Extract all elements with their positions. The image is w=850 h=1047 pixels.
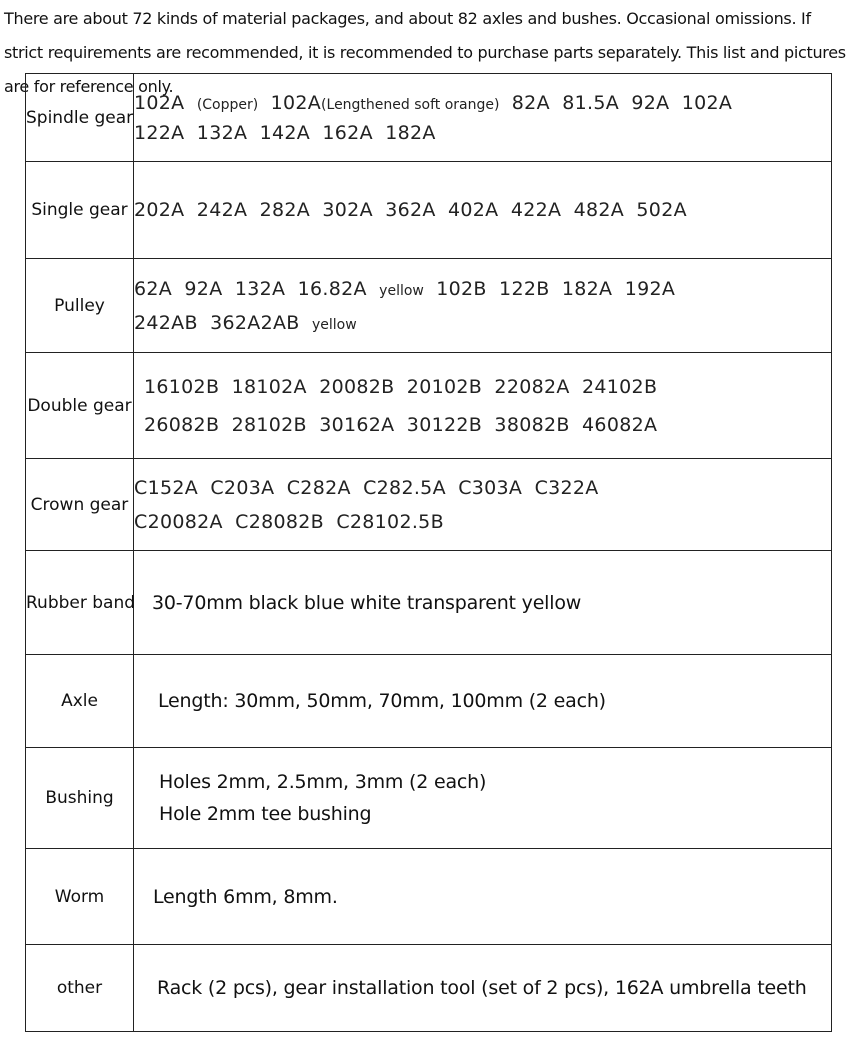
value-line: C152A C203A C282A C282.5A C303A C322A (134, 476, 599, 499)
value-line: 122A 132A 142A 162A 182A (134, 121, 436, 144)
value-line: 202A 242A 282A 302A 362A 402A 422A 482A 502A (134, 199, 687, 221)
value-line: Length 6mm, 8mm. (153, 885, 338, 908)
value-line: Hole 2mm tee bushing (159, 803, 372, 825)
value-line: C20082A C28082B C28102.5B (134, 510, 444, 533)
value-line: Rack (2 pcs), gear installation tool (set of 2 pcs), 162A umbrella teeth (157, 977, 807, 999)
row-label: Single gear (26, 162, 134, 259)
intro-text: There are about 72 kinds of material packages, and about 82 axles and bushes. Occasional omissions. If strict requirements are recommended, it is recommended to purchase parts separately. This list and pictures are for reference only. (4, 9, 846, 96)
parts-table (25, 73, 832, 1032)
value-line: 16102B 18102A 20082B 20102B 22082A 24102B (144, 375, 658, 398)
table-row (26, 849, 832, 945)
row-value (134, 74, 832, 162)
row-label: Worm (26, 849, 134, 945)
value-line: Holes 2mm, 2.5mm, 3mm (2 each) (159, 771, 487, 793)
row-label: Pulley (26, 259, 134, 353)
value-line: 242AB 362A2AB yellow (134, 311, 357, 334)
row-value (134, 162, 832, 259)
table-row (26, 748, 832, 849)
table-row (26, 945, 832, 1032)
row-value (134, 655, 832, 748)
value-line: Length: 30mm, 50mm, 70mm, 100mm (2 each) (158, 690, 606, 712)
table-row (26, 551, 832, 655)
row-value (134, 459, 832, 551)
row-value (134, 259, 832, 353)
table-row (26, 353, 832, 459)
row-value (134, 551, 832, 655)
table-row (26, 259, 832, 353)
table-row (26, 162, 832, 259)
value-line: 26082B 28102B 30162A 30122B 38082B 46082A (144, 413, 658, 436)
row-label: Axle (26, 655, 134, 748)
value-line: 30-70mm black blue white transparent yellow (152, 591, 582, 614)
row-value (134, 748, 832, 849)
row-value (134, 353, 832, 459)
table-row (26, 655, 832, 748)
row-label: Crown gear (26, 459, 134, 551)
value-line: 102A (Copper) 102A(Lengthened soft orange) 82A 81.5A 92A 102A (134, 91, 733, 114)
row-label: other (26, 945, 134, 1032)
row-label: Double gear (26, 353, 134, 459)
row-value (134, 849, 832, 945)
row-value (134, 945, 832, 1032)
table-row (26, 74, 832, 162)
row-label: Spindle gear (26, 74, 134, 162)
value-line: 62A 92A 132A 16.82A yellow 102B 122B 182A 192A (134, 277, 676, 300)
table-row (26, 459, 832, 551)
row-label: Bushing (26, 748, 134, 849)
row-label: Rubber band (26, 551, 134, 655)
